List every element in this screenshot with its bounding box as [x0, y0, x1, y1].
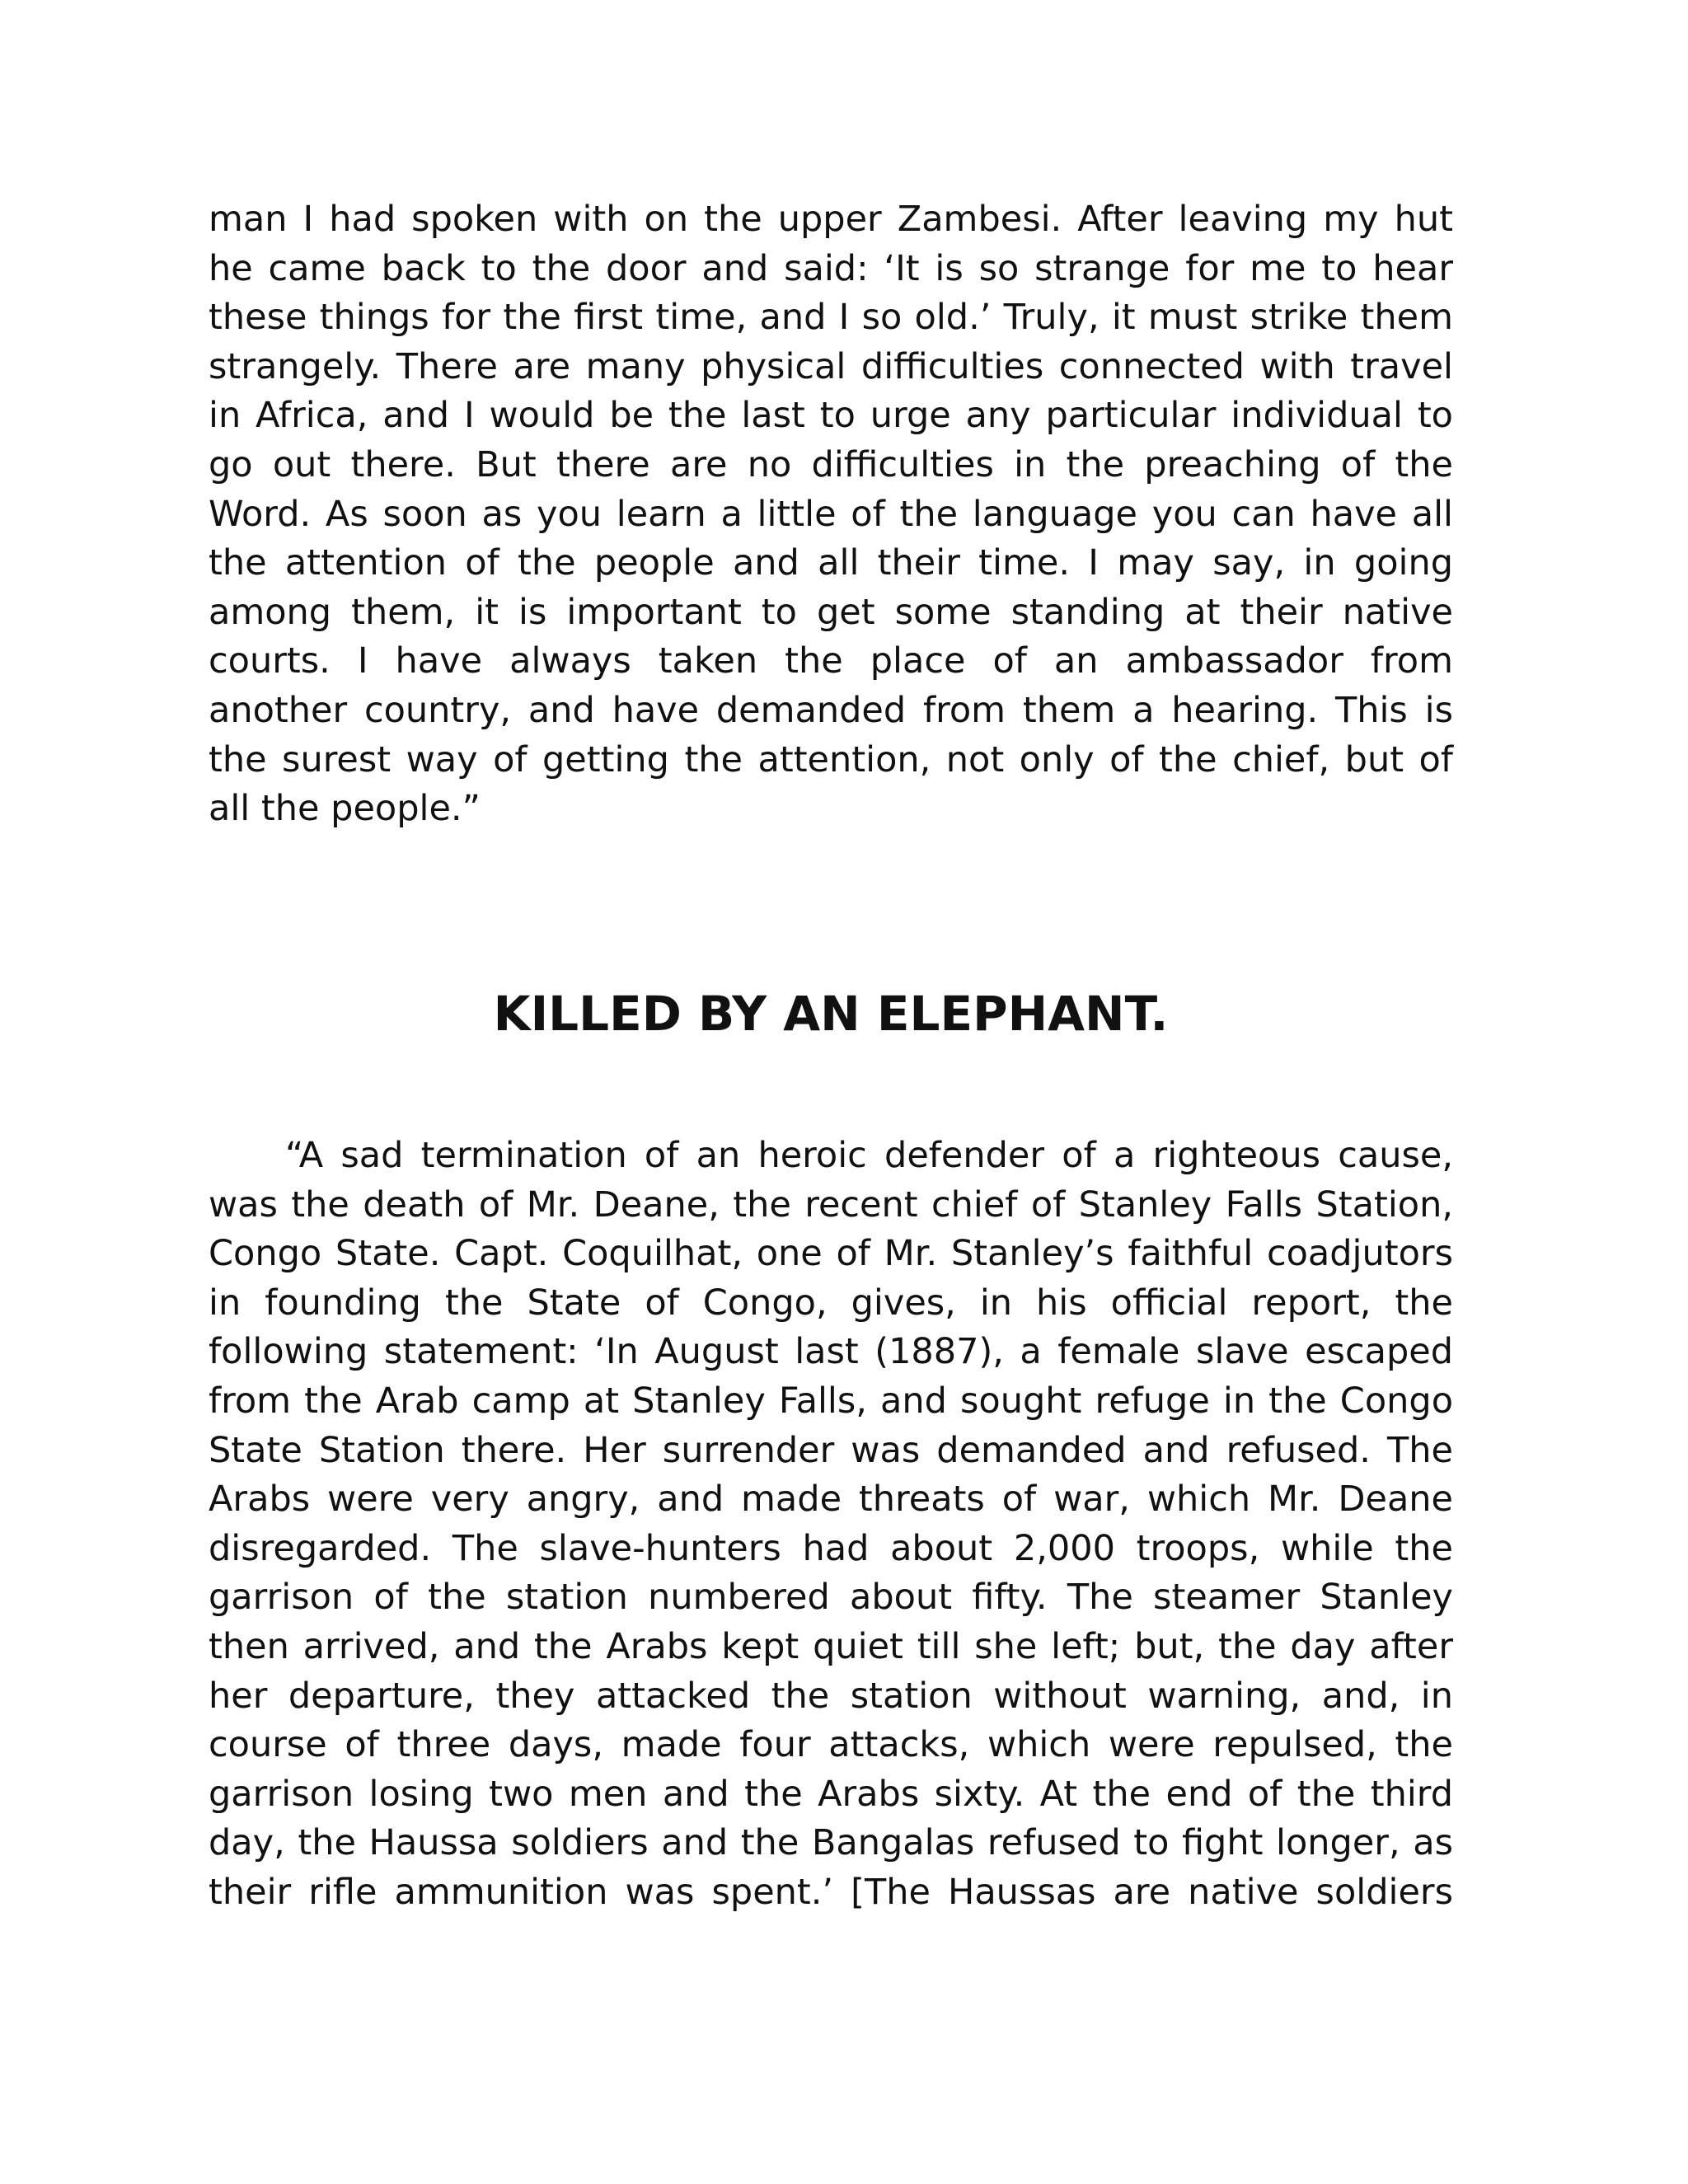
text-line: among them, it is important to get some standing at their native	[209, 591, 1453, 633]
text-line: man I had spoken with on the upper Zambesi. After leaving my hut	[209, 199, 1453, 240]
paragraph-body	[209, 1132, 1453, 1918]
text-line: was the death of Mr. Deane, the recent chief of Stanley Falls Station,	[209, 1183, 1453, 1226]
text-line: following statement: ‘In August last (1887), a female slave escaped	[209, 1331, 1453, 1373]
text-line: “A sad termination of an heroic defender of a righteous cause,	[285, 1135, 1453, 1176]
text-line: the attention of the people and all their time. I may say, in going	[209, 542, 1453, 584]
paragraph-continued	[209, 195, 1453, 834]
text-line: go out there. But there are no difficulties in the preaching of the	[209, 443, 1453, 485]
text-line: day, the Haussa soldiers and the Bangalas refused to fight longer, as	[209, 1822, 1453, 1864]
text-line: course of three days, made four attacks, which were repulsed, the	[209, 1724, 1453, 1766]
text-line: in founding the State of Congo, gives, in his official report, the	[209, 1282, 1453, 1324]
text-line: from the Arab camp at Stanley Falls, and sought refuge in the Congo	[209, 1380, 1453, 1422]
text-line: all the people.”	[209, 788, 481, 830]
text-line: Word. As soon as you learn a little of the language you can have all	[209, 493, 1453, 535]
text-line: garrison losing two men and the Arabs sixty. At the end of the third	[209, 1773, 1453, 1815]
text-line: strangely. There are many physical difficulties connected with travel	[209, 345, 1453, 387]
text-line: Arabs were very angry, and made threats of war, which Mr. Deane	[209, 1479, 1453, 1521]
text-line: these things for the first time, and I so old.’ Truly, it must strike them	[209, 297, 1453, 339]
text-line: courts. I have always taken the place of an ambassador from	[209, 640, 1453, 682]
text-line: Congo State. Capt. Coquilhat, one of Mr. Stanley’s faithful coadjutors	[209, 1233, 1453, 1275]
text-line: the surest way of getting the attention, not only of the chief, but of	[209, 738, 1453, 780]
text-line: disregarded. The slave-hunters had about 2,000 troops, while the	[209, 1527, 1453, 1569]
text-line: in Africa, and I would be the last to urge any particular individual to	[209, 395, 1453, 437]
text-line: garrison of the station numbered about fifty. The steamer Stanley	[209, 1577, 1453, 1619]
text-line: he came back to the door and said: ‘It is so strange for me to hear	[209, 247, 1453, 289]
text-line: State Station there. Her surrender was demanded and refused. The	[209, 1429, 1453, 1471]
text-line: then arrived, and the Arabs kept quiet till she left; but, the day after	[209, 1625, 1453, 1667]
section-heading: KILLED BY AN ELEPHANT.	[493, 986, 1169, 1042]
text-line: her departure, they attacked the station without warning, and, in	[209, 1675, 1453, 1717]
text-line: their rifle ammunition was spent.’ [The Haussas are native soldiers	[209, 1871, 1453, 1913]
text-line: another country, and have demanded from them a hearing. This is	[209, 689, 1453, 731]
